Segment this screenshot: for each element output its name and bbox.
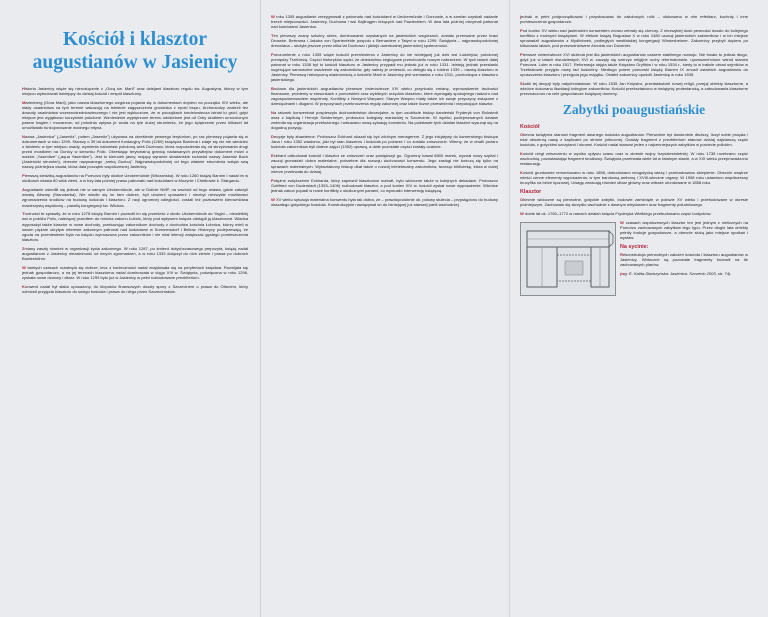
paragraph: W roku 1305 augustianie zrezygnowali z patronatu nad kościołami w Ueckermünde i Gorzowie, a w zamian uzyskali nadanie trzech miejscowości: Jasienicy, Duchowa i wsi Kajlinągen leżących nad Pawieckiem. W dwa lata później otrzymali patronat nad kościołami Jasienica. xyxy=(271,14,498,30)
paragraph: Augustianie osiedlili się jednak nie w samym Ueckermünde, ale w Dolinie NMP, na wschód od tego miasta, gdzie założyli wioskę Altwarp (Starodarba). Nie wiedło się im tam dobrze, byli ubożeni uposażeni i niezbyt niezwykłe możliwości zgromadzenia środków na budowę kościoła i klasztoru. Z racji ogromnej odległości, zostali też pozbawieni kierownictwa macierzystą współnotą – parafią kongregacji św. Wildora. xyxy=(22,187,248,208)
paragraph: Obecnie widoczne są pierwotne, gotyckie zabytki, budowle zamknięte w połowie XV wieku i przebudowane w okresie późniejszym. Zachowało się skrzydło wschodnie z dawnym wirydarzem oraz fragmenty południowego. xyxy=(520,197,748,208)
paragraph: Nazwa „Jasienica” („Jasenitz”, potem „Jasenitz”) używana na określenie pewnego terytorium, po raz pierwszy pojawia się w dokumentach w roku 1299. Starszy o 39 lat dokument fundacyjny Polic (1260) książęcia Barnima I zdaje się nie nie wiedzieć o istnieniu w tym miejscu osady, wymienia natomiast położoną wieś Duchowo, która rozpościerała się od skrzyżowania drogi przed mostkiem na Gunicy w kierunku Polic. Określając terytorialną granicę nadawanych przywilejów dokument mówi o wodzie „Yasenitze” („aqua Yasenitze”). Jest to kierunek jasny, mający wyraźne słowiańskie rodowód nazwy Jasenitz Bach (Jasienicki strumień), obecnie nazywanego „rzeką Gunicą”. Najprawdopodobniej od tego właśnie strumienia wzięła swą nazwę późniejsza osada, która dała początek współczesnej Jasienicy. xyxy=(22,134,248,170)
section-title-zabytki: Zabytki poaugustiańskie xyxy=(562,102,706,118)
paragraph: Skutki tej decyzji były natychmiastowe. W roku 1535 Jan Knipstro, przedstawiciel nowej religii, przejął obiekty klasztorne, a wkrótce dokonano likwidacji kolegium zakonników. Kościół przekształcono w świątynię protestancką, a zabudowania klasztorne przeznaczono na cele gospodarcze książęcej domeny. xyxy=(520,81,748,97)
paragraph: Konwent nadal był słabo uposażony, do kłopotów finansowych doszły spory z Szczecinem o prawa do Ottonem, który odmówił przyjęcia klasztoru do swego kościoła i prawa do niego przez Szczeciniaków. xyxy=(22,283,248,294)
paragraph: Trudności te sprawiły, że w roku 1278 książę Barnim I pozwolił im się przenieść z okolic Ueckermünde do Yagini – niewielkiej wsi w pobliżu Polic, należącej przedtem do mnicha zakonu Łubnic, który pod wpływem księcia odstąpił ją klasztorowi. Władca wyposażył także klasztor w nowe dochody, przekazując zakonnikom dochody z dochodów kościoła Łubnica, którzy mieli w swoim pięknie ukrytym interesie zakonnym patronat nad kościołami w Sommersdorf i Bellow. Historycy podejrzewają, że zgoda na przeniesienie była na księciu wymuszona przez zakonników i nie miał intencji zwiększać gęstego pomieszczenia klasztoru. xyxy=(22,211,248,242)
floor-plan-image xyxy=(520,222,616,296)
paragraph: Pierwszą siedzibą augustianów na Pomorzu były okolice Ueckermünde (Wkrzańska). W roku 1260 książę Barnim I nadał im w okolicach miasta 60 włók ziemi, a w trzy lata później prawo patronatu nad kościołami w Mozynie i Chełbowie k. Stargardu. xyxy=(22,173,248,184)
illustration-source: (wg: E. Kalita-Skwirzyńska: Jasienica. Szczecin 2003, str. 74). xyxy=(620,270,732,276)
paragraph: W tamtych czasach rozwinęła się dobrze, lecz z konieczności nadal znajdowała się na peryferiach księstwa. Rozwijała się jednak gospodarczo, a na jej terenach klasztorna nadal dominowała w ciągu XIII w. Świątynia, poświęcona w roku 1298, zyskała nowe dzwony i ołtarz. W roku 1299 było już w Jasienicy w pełni rozbudowane prezbiterium. xyxy=(22,264,248,280)
section-heading-kosciol: Kościół xyxy=(520,124,540,131)
paragraph: Ten pierwszy znany szkolny okres, dominowanie uzyskanych na jasienickich wzgórzach, zostało przerwane przez braci Droseke. Bertrama i Jakuba von Spartenfelde pospołu z Bernardem z Tatyni w roku 1299. Świątynia – najprawdopodobniej drewniana – służyła jeszcze przez kilka lat Duchowu i jakiejś owentualnej jasienickiej społeczności. xyxy=(271,33,498,49)
column-left xyxy=(22,14,248,611)
paragraph: Zmiany zaszły również w organizacji życia zakonnego. W roku 1287, po śmierci dotychczasowego prepozyta, książę nadał augustianom z Jasienicy niezależność od innych zgromadzeń, a w roku 1333 dołączył do nich ziemie i prawa po dobrach Bordeshöhm. xyxy=(22,245,248,261)
paragraph: jednak w pełni podporządkować i przystosować do założonych rolić – ułokowano w nim refektarz, kuchnię i inne pomieszczenia gospodarcze. xyxy=(520,14,748,25)
paragraph: Pierwsze ćwierćwiecze XVI stulecia jest dla jasienickich augustianów czasem stabilnego rozwoju. Nie trwało to jednak długo, gdyż już w latach dwudziestych XVI w. zaczęły się szerzyć religijne ruchy reformatorskie, upowszechnione wśród stanów Pomorza. Luter w roku 1517. Reformacja objęła także Księstwo Gryfitów i w roku 1534 r., kiedy to w trakcie obrad sejmików w Trzebiatowie przyjęto nowy ład kościelny. Niedługo potem pomorski książę Barnim IX zmusił ostatnich augustianów do opuszczenia klasztoru i przejęcia jego majątku. Ostatni zakonnicy opuścili Jasienicę w roku 1535. xyxy=(520,52,748,78)
paragraph: Kościół gruntownie remontowano w roku 1858, dobudowano neogotycką wieżę i przebudowano sklepienie. Obecnie wnętrze mieści cenne elementy wyposażenia, w tym barokową ambonę i XVIII-wieczne organy. W 1998 roku ustawiono współczesny krucyfiks na belce tęczowej. Uwagę zwracają również ołtarz główny oraz witraże ufundowane w 1858 roku. xyxy=(520,170,748,186)
fold-line xyxy=(260,0,261,617)
section-heading-klasztor: Klasztor xyxy=(520,189,542,196)
paragraph: Eckhard odbudował kościół i klasztor ze zniszczeń oraz powiększył go. Ogromny kawał 6800 marek, wyznał nowy szpital i zaczął gromadzić dobra materialne, potrzebne dla rozwoju duchowości konwentu. Jego zasługi nie kończą się tylko na sprawach materialnych. Wykształcony biskup dbał także o rozwój intelektualny zakonników, tworząc bibliotekę, która w dużej mierze przetrwała do dzisiaj. xyxy=(271,153,498,174)
paragraph: W XV wieku sytuacja materialna konwentu była tak dobra, że – prawdopodobnie ok. połowy stulecia – przystąpiono do budowy okazałego gotyckiego kościoła. Konstrukcyjnie nawiązywał on do istniejącej już starszej partii wschodniej. xyxy=(271,196,498,207)
paragraph: Potężne zwiększenie Eckharda, który zapewnił klasztorowi rozkwit, było widoczne także w kolejnych dekadach. Proboszcz Gottfried von Dudersladt (1393–1406) rozbudował klasztor, a pod koniec XIV w. kościół zyskał nowe wyposażenie. Wkrótce jednak zakon popadł w nowe konflikty z okolicznymi panami, co wymusiło interwencję książęcą. xyxy=(271,177,498,193)
paragraph: Historia Jasienicy więże się nierozłącznie z „Górą św. Marii” oraz dziejami klasztoru regulu św. Augustyna, którzy w tym miejscu wybudowali istniejący do dzisiaj kościół i zespół klasztorny. xyxy=(22,86,248,97)
paragraph: Marienberg (Góra Marii), jako nazwa klasztornego wzgórza pojawia się w dokumentach dopiero na początku XIV wieku, ale ślady osadnictwa na tym terenie wskazują na istnienie zagęszczenia grodziska z epoki brązu. Archeolodzy znaleźli też dowody osadnictwa wczesnośredniowiecznego i nie jest wykluczone, że w początkach średniowiecza istniał tu gród, gdyż miejsce jest wyjątkowo korzystnie położone. Wzniesienie wypiętrzone terenu oddzielone jest od Odry skutkiem umocnionym pasem bagien i mocarzów; od południa opływa je woda na tyle dużej strumienia, że jego śpiętrzenie przez kilkaset lat umożliwiało funkcjonowanie wodnego młyna. xyxy=(22,99,248,131)
column-right xyxy=(520,14,748,611)
page-title: Kościół i klasztor augustianów w Jasienicy xyxy=(32,29,238,73)
illustration-label: Na sycinie: xyxy=(620,243,649,250)
plan-caption-block xyxy=(620,220,748,279)
paragraph: Kościół uległ zniszczeniu w wyniku upływu czasu oraz w okresie wojny trzydziestoletniej. W roku 1735 rozebrano część wschodnią, pozostawiając fragment środkowy. Świątynia przetrwała wiele lat w fatalnym stanie, a w XIX wieku przeprowadzono restaurację. xyxy=(520,151,749,167)
floor-plan-drawing xyxy=(521,223,615,295)
fold-line xyxy=(509,0,510,617)
paragraph: Obecna świątynia stanowi fragment dawnego kościoła augustianów. Pierwotnie był dwukrotnie dłuższy, liczył sobie przęsła i miał obszerną nawę z kaplicami po stronie północnej. Ocalały fragment z prezbiterium stanowi dzisiaj najstarszą część kościoła, z gotyckimi szczytami i oknami. Kościół nadal stanowi jeden z najcenniejszych zabytków w powiecie polickim. xyxy=(520,132,748,148)
paragraph: Na ratunek konwentowi pospieszyło duchowieństwo diecezjalne, w tym osobiście biskup kamieński Fryderyk von Eickstedt wraz z kapitułą i Henryk Swiderheyer, proboszcz kolegiaty mariackiej w Szczecinie. W wyniku podejmowanych działań zmieniła się organizacja przełożonego i wskazano nową sytuację konwentu. Na podstawie tych działań klasztor wysunął się na dogodną pozycję. xyxy=(271,110,498,131)
paragraph: Decyzje były zbawienne. Proboszcz Eckhard okazał się być zdolnym menagerem. Z jego inicjatywy do kameralnego biskupa Jana I roku 1352 wiadomo, jaki był stan klasztoru i kościoła po pożarze i co zostało zniszczone. Wiemy, że w chwili pożaru kościoła zakonników byli dalece zajęci (1352) uprawą, a dwie pozostałe części zostały ocalone. xyxy=(271,134,498,150)
paragraph: Porozumienie z roku 1305 wiąże kościół przeniesienia z Jasienicy do nie istniejącej już dziś wsi Łudziejów, położonej pomiędzy Trzebieżą. Części historyków sądzi, że dziedzictwo żeglugowe przechodziło nowym nabrzeżem. W tych latach dalej patronat w roku 1338 był to kościół klasztoru w Jasienicy przypadł mu jednak już w roku 1331. Istnieją jednak przesłanki sugerujące samowolne osadzenie się zakonników, gdy należy je umieścić, co zbiegło się z rokiem 1339 – nazwą klasztoru w Jasienicy. Pierwszą historyczną wiadomością o kościele Marii w Jasienicy jest wzmianka z roku 1331, pochodząca z klasztoru jasienickiego. xyxy=(271,52,498,83)
plan-caption: W czasach współczesnych klasztor ten jest jednym z nielicznych na Pomorzu zachowanych zabytków tego typu. Przez długie lata obiekty pełniły funkcje gospodarcze, a obecnie służą jako miejsce spotkań i wystaw. xyxy=(620,220,748,241)
column-middle xyxy=(271,14,498,611)
paragraph: Budowa dla jasienickich augustianów pierwsze ćwierćwiecze XIV wieku przyniosło zmianę, wprowadzenie trudności finansowe, problemy w stosunkach z pomorskimi oraz wybitnych urzędów klasztoru, które wymagały spokojnego nadzoru nad zagospodarowaniem wspólnoty. Konflikty z Nowymi Warpami, Starym Warpno miały także ich swoje przyczyny związane z dziesięcinami i długami. W przyczynach przekroczenia reguły zakonnej oraz także liczne przewinienia i niepokojące klasztor. xyxy=(271,86,498,107)
paragraph: Pod koniec XV wieku nad jasienickim konwentem znowu zebrały się chmury. Z niezwykłej dość pewności doszło do kolejnego konfliktu z możnymi książętami. W efekcie książę Bogusław X w roku 1480 usunął jasienickich zakonników i w ich miejsce sprowadził augustianów z Mydlinbeek, podległych westfalskiej kongregacji Windesheimer. Zakonnicy przybyli dopiero po kilkunastu latach, pod przewodnictwem Arnolda von Doventer. xyxy=(520,27,748,49)
paragraph: W dobie lat ok. 1760–1772 w ramach działań księcia Fryderyka Wielkiego przebudowano część budynków. xyxy=(520,211,712,217)
illustration-text: Rekonstrukcja pierwotnych założeń kościoła i klasztoru augustianów w Jasienicy. Widoczne są pozostałe fragmenty budowli na tle zachowanych planów. xyxy=(620,251,748,267)
plan-block xyxy=(520,220,748,300)
